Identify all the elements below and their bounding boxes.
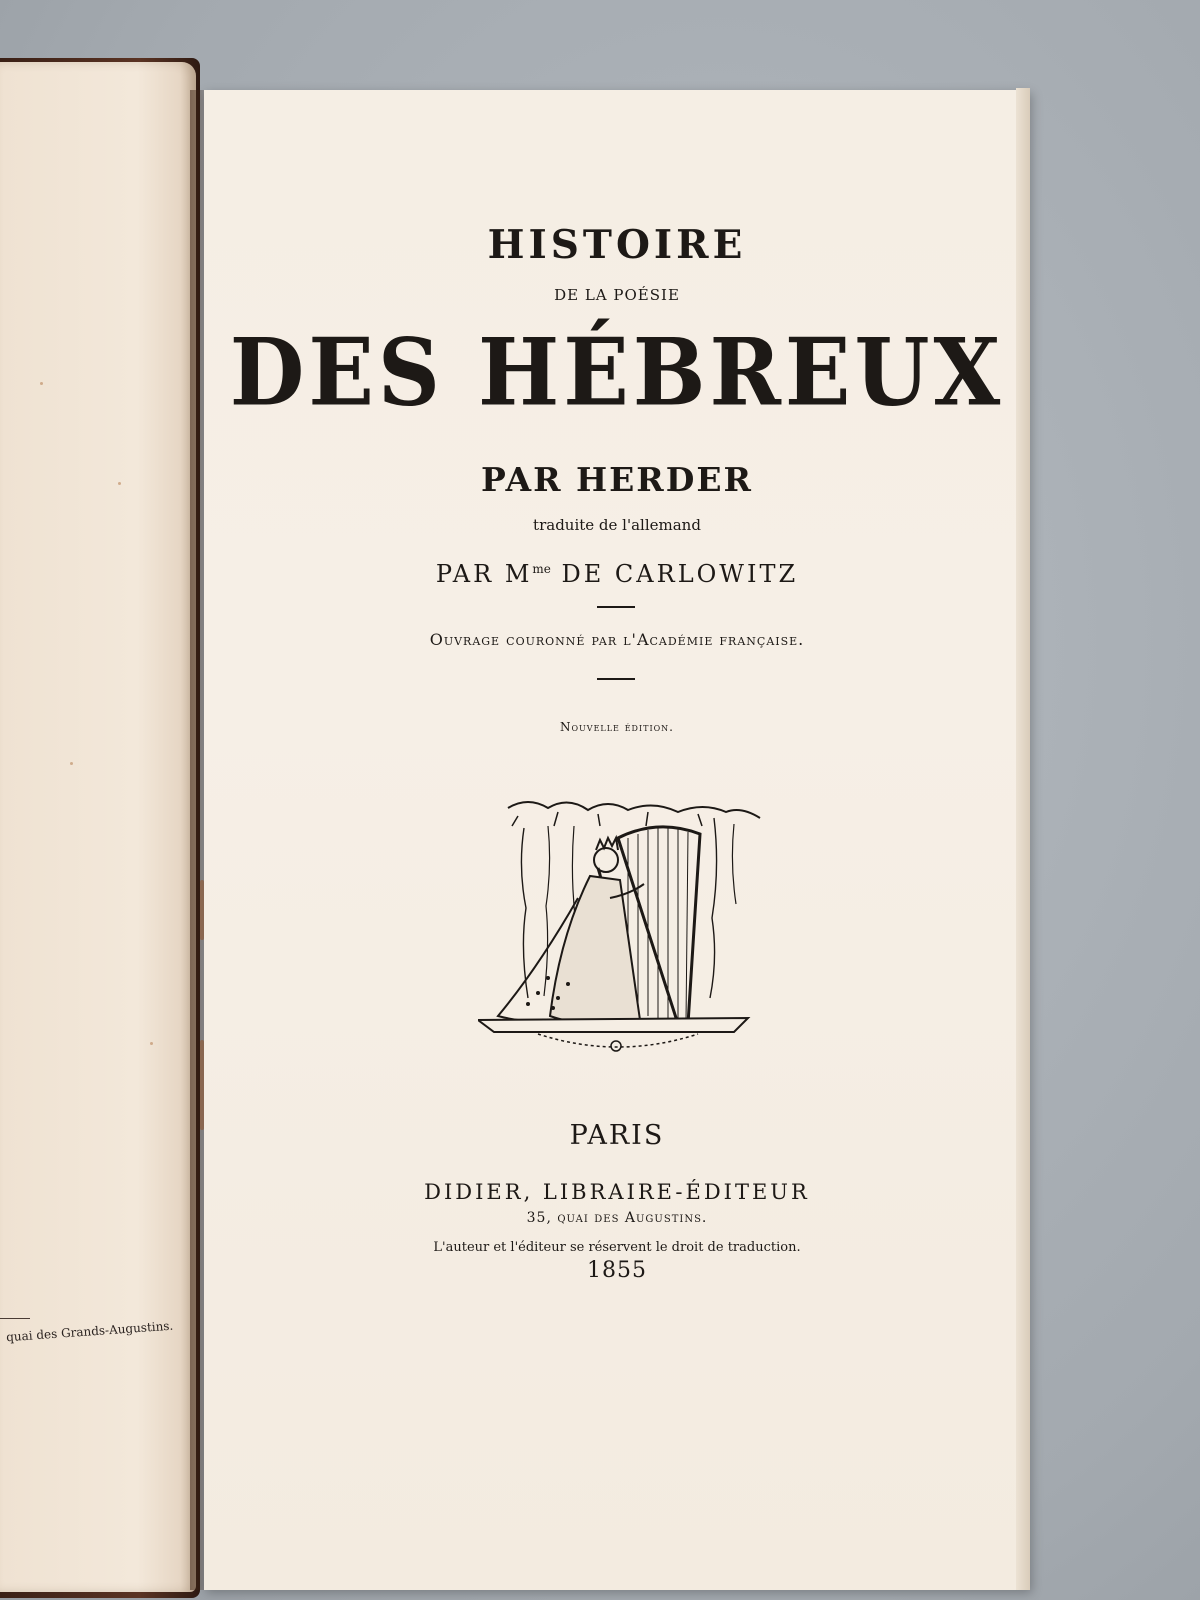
author-line: PAR HERDER <box>481 460 753 499</box>
divider-rule <box>597 678 635 680</box>
imprint-city: PARIS <box>569 1120 665 1151</box>
title-des-hebreux: DES HÉBREUX <box>229 317 1005 428</box>
divider-rule <box>597 606 635 608</box>
harp-vignette-illustration <box>478 798 768 1068</box>
imprint-year: 1855 <box>587 1258 647 1283</box>
title-histoire: HISTOIRE <box>487 222 747 268</box>
translated-line: traduite de l'allemand <box>533 516 701 534</box>
left-page-text-fragment: quai des Grands-Augustins. <box>5 1318 174 1345</box>
award-line: Ouvrage couronné par l'Académie française. <box>429 630 805 649</box>
translator-sup: me <box>532 562 551 576</box>
translator-name: DE CARLOWITZ <box>561 560 799 588</box>
edition-line: Nouvelle édition. <box>560 720 674 734</box>
foxing-spot <box>40 382 43 385</box>
title-de-la-poesie: DE LA POÉSIE <box>554 286 680 304</box>
translator-line <box>204 560 1030 588</box>
foxing-spot <box>70 762 73 765</box>
imprint-rights: L'auteur et l'éditeur se réservent le droit de traduction. <box>433 1240 801 1255</box>
foxing-spot <box>150 1042 153 1045</box>
left-page <box>0 62 196 1592</box>
imprint-address: 35, quai des Augustins. <box>526 1210 708 1226</box>
page-edge <box>1016 88 1030 1590</box>
imprint-publisher: DIDIER, LIBRAIRE-ÉDITEUR <box>424 1180 810 1204</box>
foxing-spot <box>118 482 121 485</box>
translator-prefix: PAR M <box>435 560 533 588</box>
left-page-rule <box>0 1318 30 1319</box>
